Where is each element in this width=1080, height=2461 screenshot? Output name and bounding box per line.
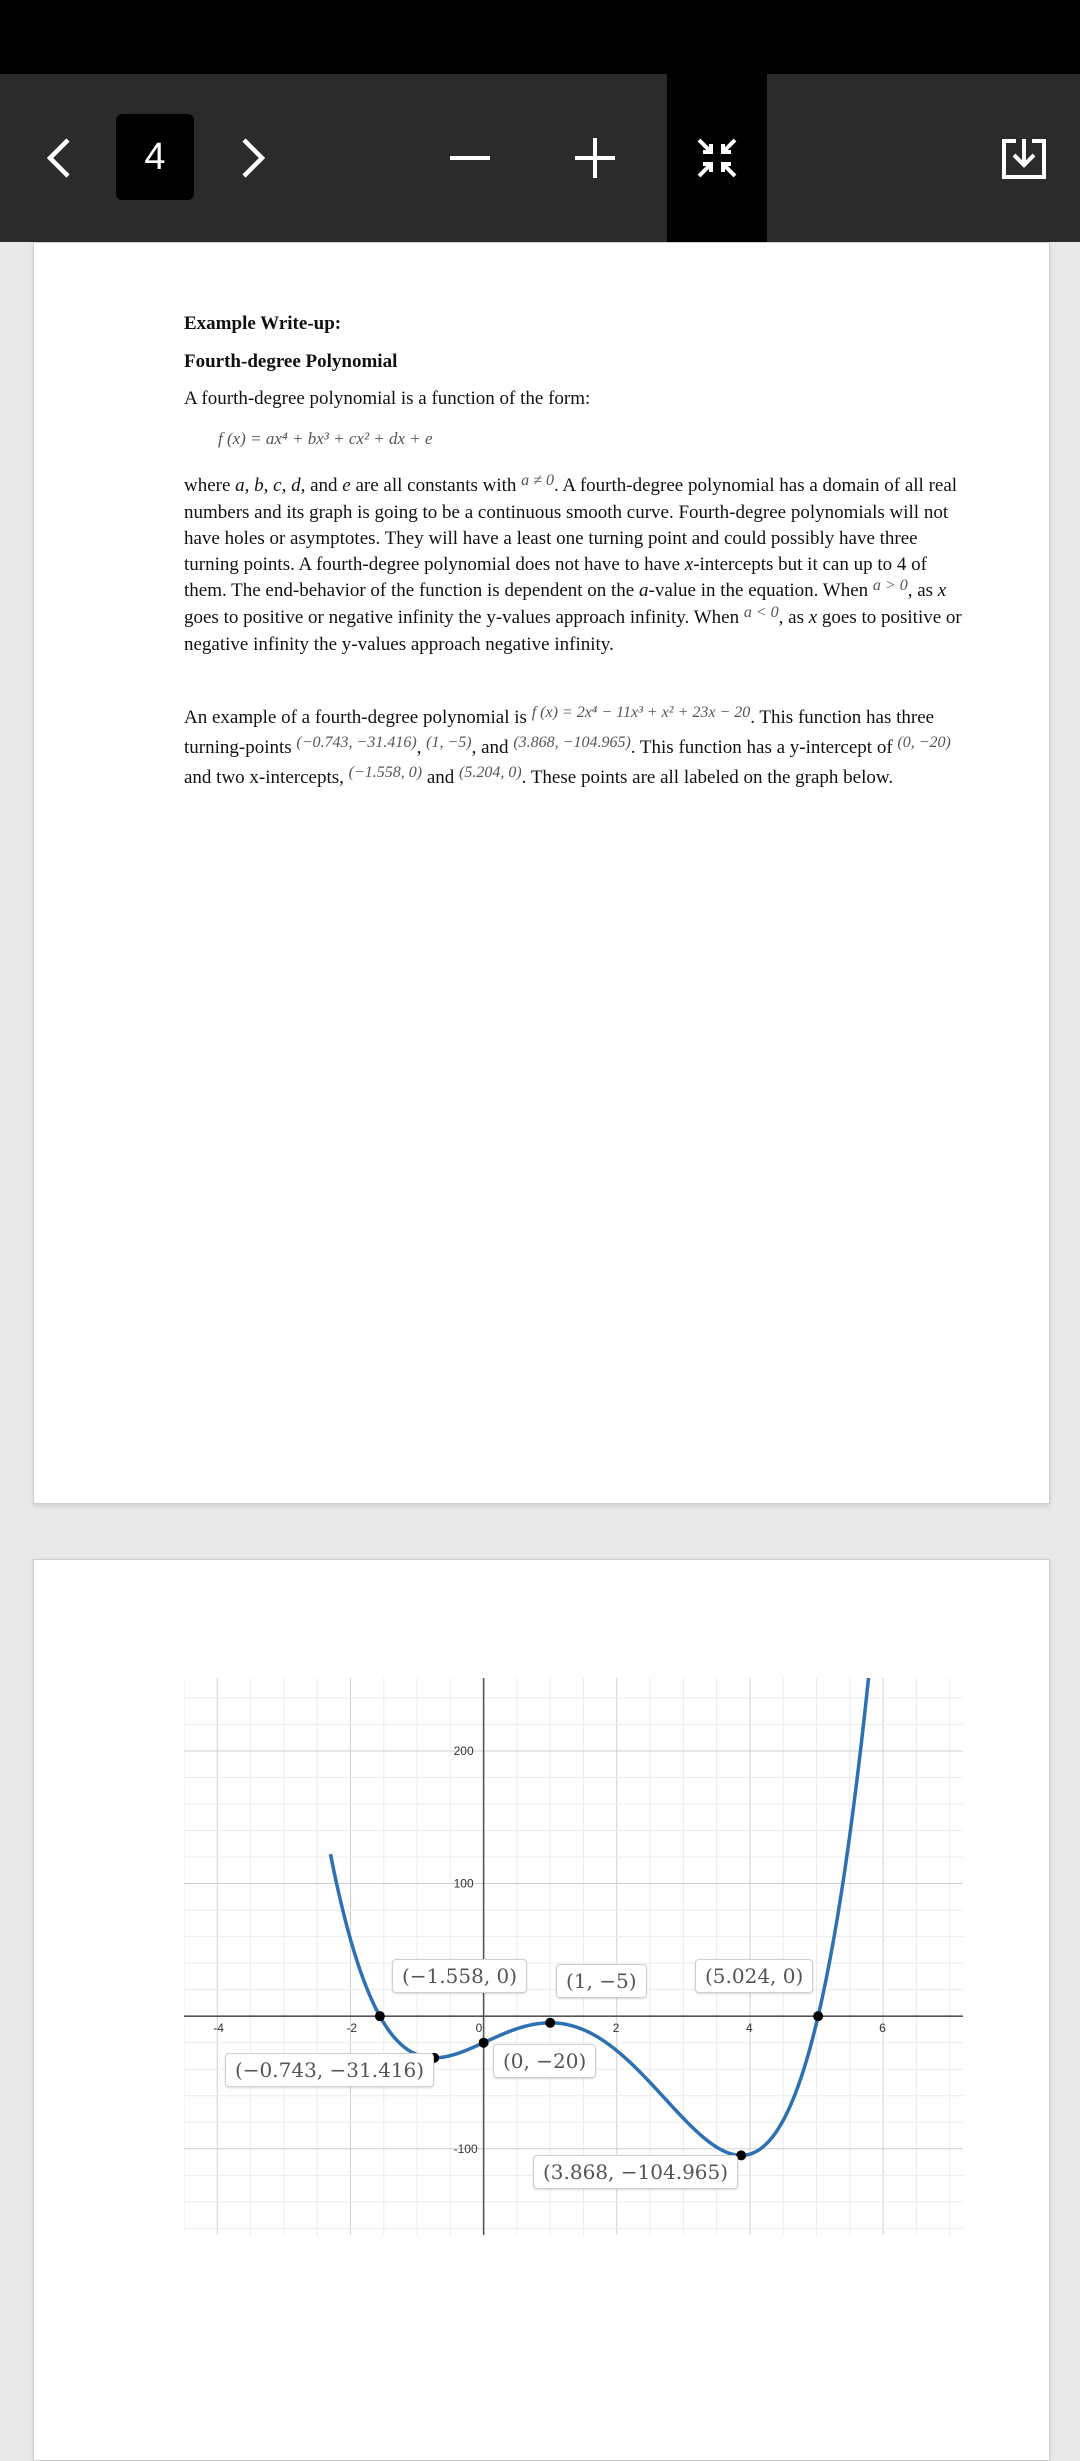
- previous-page-button[interactable]: [30, 118, 86, 198]
- point-label-turning-point-max: (1, −5): [556, 1964, 647, 1998]
- grid-lines: [184, 1678, 963, 2235]
- x-tick-label: -4: [213, 2021, 224, 2036]
- doc-subheading: Fourth-degree Polynomial: [184, 351, 398, 372]
- collapse-icon: [695, 136, 739, 180]
- chevron-left-icon: [42, 136, 74, 180]
- y-tick-label: 200: [453, 1743, 474, 1758]
- status-bar: [0, 0, 1080, 74]
- document-page-1: [33, 242, 1050, 1504]
- y-tick-label: 100: [453, 1876, 474, 1891]
- point-label-turning-point-left: (−0.743, −31.416): [225, 2053, 434, 2087]
- marked-points: [375, 2011, 823, 2160]
- point-marker: [479, 2038, 489, 2048]
- download-icon: [1000, 135, 1048, 181]
- point-label-x-intercept-left: (−1.558, 0): [392, 1959, 527, 1993]
- point-marker: [375, 2011, 385, 2021]
- zoom-in-button[interactable]: [555, 118, 635, 198]
- point-label-x-intercept-right: (5.024, 0): [695, 1959, 813, 1993]
- x-tick-label: 4: [745, 2021, 753, 2036]
- download-button[interactable]: [984, 128, 1064, 188]
- point-marker: [545, 2018, 555, 2028]
- doc-heading: Example Write-up:: [184, 313, 342, 334]
- document-page-2: [33, 1559, 1050, 2461]
- chevron-right-icon: [238, 136, 270, 180]
- graph-canvas: [184, 1678, 963, 2235]
- paragraph-example: An example of a fourth-degree polynomial is $^{f (x) = 2x^4 - 11x^3 + x^2 + 23x - 20}$. This function has three turning-points $^{(-0.743, -31.416)}$, $^{(1, -5)}$, and $^{(3.868, -104.965)}$. This function has a y-intercept of $^{(0, -20)}$ and two x-intercepts, $^{(-1.558, 0)}$ and $^{(5.204, 0)}$. These points are all labeled on the graph below.: [184, 704, 951, 788]
- polynomial-graph: [184, 1678, 963, 2235]
- fit-page-button[interactable]: [667, 74, 767, 242]
- minus-icon: [448, 154, 492, 162]
- next-page-button[interactable]: [226, 118, 282, 198]
- doc-intro: A fourth-degree polynomial is a function of the form:: [184, 388, 591, 409]
- point-marker: [813, 2011, 823, 2021]
- plus-icon: [573, 136, 617, 180]
- viewer-toolbar: [0, 74, 1080, 242]
- zoom-out-button[interactable]: [430, 118, 510, 198]
- x-tick-label: -2: [346, 2021, 358, 2036]
- y-tick-label: -100: [453, 2141, 478, 2156]
- point-label-y-intercept: (0, −20): [493, 2044, 596, 2078]
- x-tick-label: 0: [475, 2021, 483, 2036]
- paragraph-definition: where a, b, c, d, and e are all constants with $^{a \ne 0}$. A fourth-degree polynomial has a domain of all real numbers and its graph is going to be a continuous smooth curve. Fourth-degree polynomials will not have holes or asymptotes. They will have a least one turning point and could possibly have three turning points. A fourth-degree polynomial does not have to have x-intercepts but it can up to 4 of them. The end-behavior of the function is dependent on the a-value in the equation. When $^{a > 0}$, as x goes to positive or negative infinity the y-values approach infinity. When $^{a < 0}$, as x goes to positive or negative infinity the y-values approach negative infinity.: [184, 472, 962, 655]
- axes: [184, 1678, 963, 2235]
- point-label-turning-point-min: (3.868, −104.965): [533, 2155, 738, 2189]
- page-number[interactable]: 4: [116, 114, 194, 200]
- x-tick-label: 2: [612, 2021, 620, 2036]
- general-form-equation: f (x) = ax⁴ + bx³ + cx² + dx + e: [218, 429, 433, 448]
- x-tick-label: 6: [879, 2021, 886, 2036]
